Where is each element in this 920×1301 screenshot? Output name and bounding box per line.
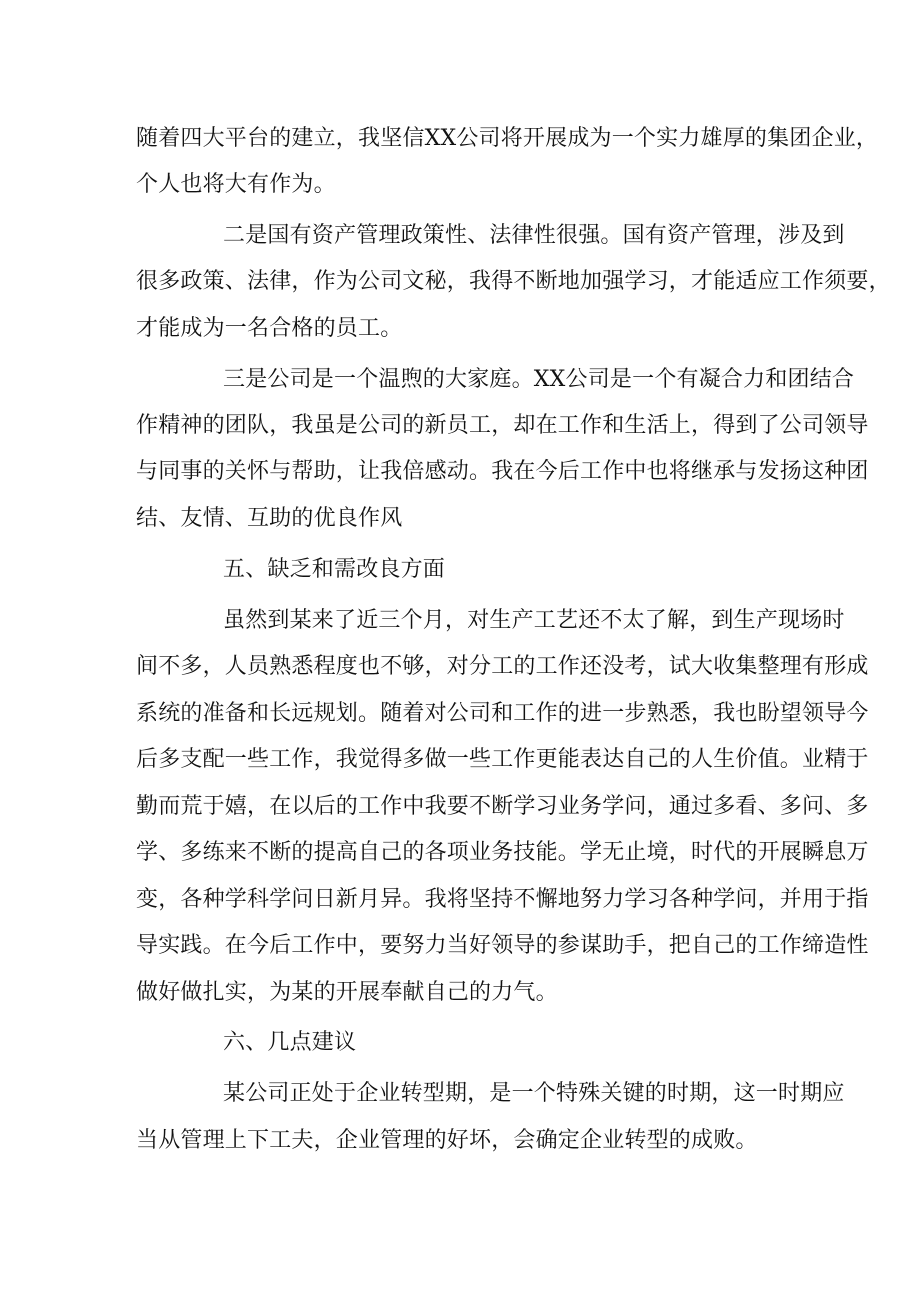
paragraph-line: 间不多，人员熟悉程度也不够，对分工的工作还没考，试大收集整理有形成 <box>136 654 869 679</box>
paragraph-line: 变，各种学科学问日新月异。我将坚持不懈地努力学习各种学问，并用于指 <box>136 887 869 912</box>
paragraph-line: 随着四大平台的建立，我坚信XX公司将开展成为一个实力雄厚的集团企业， <box>136 126 879 151</box>
section-heading: 五、缺乏和需改良方面 <box>223 557 446 582</box>
section-heading: 六、几点建议 <box>223 1030 357 1055</box>
paragraph-line: 导实践。在今后工作中，要努力当好领导的参谋助手，把自己的工作缔造性 <box>136 933 869 958</box>
paragraph-line: 某公司正处于企业转型期，是一个特殊关键的时期，这一时期应 <box>223 1081 845 1106</box>
paragraph-line: 三是公司是一个温煦的大家庭。XX公司是一个有凝合力和团结合 <box>223 367 855 392</box>
paragraph-line: 勤而荒于嬉，在以后的工作中我要不断学习业务学问，通过多看、多问、多 <box>136 794 869 819</box>
paragraph-line: 学、多练来不断的提高自己的各项业务技能。学无止境，时代的开展瞬息万 <box>136 840 869 865</box>
paragraph-line: 结、友情、互助的优良作风 <box>136 506 403 531</box>
paragraph-line: 虽然到某来了近三个月，对生产工艺还不太了解，到生产现场时 <box>223 608 845 633</box>
paragraph-line: 二是国有资产管理政策性、法律性很强。国有资产管理，涉及到 <box>223 223 845 248</box>
paragraph-line: 系统的准备和长远规划。随着对公司和工作的进一步熟悉，我也盼望领导今 <box>136 701 869 726</box>
paragraph-line: 与同事的关怀与帮助，让我倍感动。我在今后工作中也将继承与发扬这种团 <box>136 459 869 484</box>
paragraph-line: 很多政策、法律，作为公司文秘，我得不断地加强学习，才能适应工作须要， <box>136 269 891 294</box>
paragraph-line: 个人也将大有作为。 <box>136 172 336 197</box>
paragraph-line: 当从管理上下工夫，企业管理的好坏，会确定企业转型的成败。 <box>136 1128 758 1153</box>
paragraph-line: 才能成为一名合格的员工。 <box>136 316 403 341</box>
paragraph-line: 做好做扎实，为某的开展奉献自己的力气。 <box>136 980 558 1005</box>
paragraph-line: 后多支配一些工作，我觉得多做一些工作更能表达自己的人生价值。业精于 <box>136 747 869 772</box>
paragraph-line: 作精神的团队，我虽是公司的新员工，却在工作和生活上，得到了公司领导 <box>136 413 869 438</box>
